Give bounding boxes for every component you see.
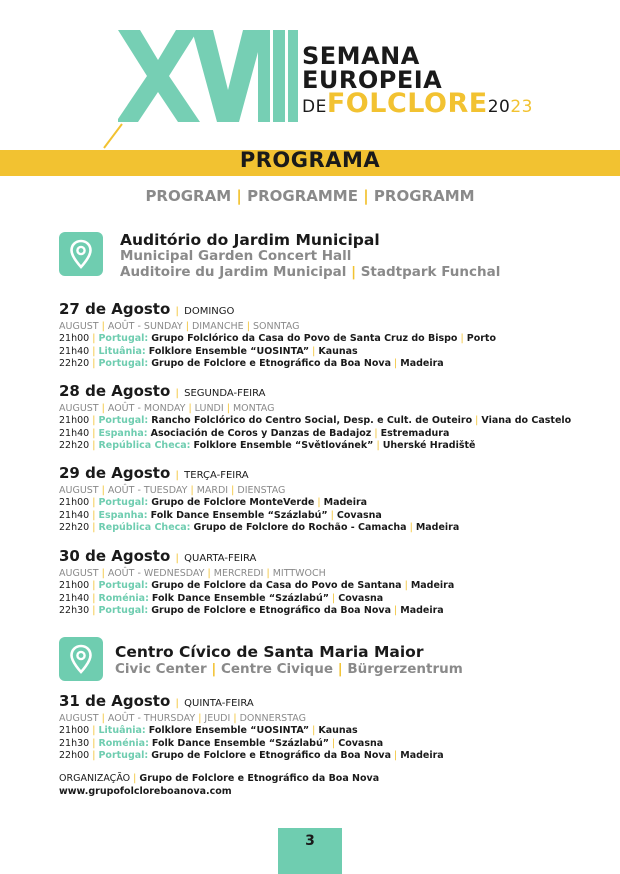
event-country: Lituânia: xyxy=(98,345,146,357)
event-place: Porto xyxy=(466,333,496,345)
title-year: 2023 xyxy=(487,97,533,117)
event-group: Grupo de Folclore e Etnográfico da Boa Nova xyxy=(151,750,391,762)
event-country: Portugal: xyxy=(98,333,149,345)
event-row: 22h30 | Portugal: Grupo de Folclore e Etnográfico da Boa Nova | Madeira xyxy=(59,605,444,617)
event-time: 21h00 xyxy=(59,497,90,509)
event-group: Grupo de Folclore e Etnográfico da Boa Nova xyxy=(151,605,391,617)
venue1-name: Auditório do Jardim Municipal xyxy=(120,231,380,249)
program-title: PROGRAMA xyxy=(239,148,381,172)
day-block xyxy=(59,692,444,763)
event-place: Madeira xyxy=(410,580,455,592)
event-group: Grupo de Folclore MonteVerde xyxy=(151,497,315,509)
event-country: Roménia: xyxy=(98,592,149,604)
event-group: Grupo de Folclore do Rochão - Camacha xyxy=(193,522,407,534)
program-subtitle: PROGRAM | PROGRAMME | PROGRAMM xyxy=(145,187,475,205)
venue1-location-pin-icon xyxy=(59,232,103,276)
event-place: Madeira xyxy=(400,358,444,370)
event-time: 21h40 xyxy=(59,592,90,604)
event-place: Uherské Hradiště xyxy=(382,440,476,452)
event-place: Madeira xyxy=(323,497,368,509)
event-group: Folklore Ensemble “UOSINTA” xyxy=(148,725,310,737)
event-group: Grupo de Folclore da Casa do Povo de Santana xyxy=(151,580,402,592)
event-time: 21h00 xyxy=(59,415,90,427)
event-time: 21h30 xyxy=(59,737,90,749)
event-time: 21h40 xyxy=(59,345,90,357)
day-block xyxy=(59,464,459,535)
title-line-europeia: EUROPEIA xyxy=(302,66,443,94)
event-country: Portugal: xyxy=(98,580,149,592)
event-row: 21h00 | Portugal: Grupo de Folclore da Casa do Povo de Santana | Madeira xyxy=(59,580,455,592)
event-country: Espanha: xyxy=(98,427,148,439)
xviii-logo xyxy=(118,30,298,122)
event-row: 21h40 | Espanha: Asociación de Coros y Danzas de Badajoz | Estremadura xyxy=(59,427,450,439)
event-row: 21h40 | Espanha: Folk Dance Ensemble “Százlabú” | Covasna xyxy=(59,509,382,521)
day-translations: AUGUST | AOÛT - WEDNESDAY | MERCREDI | MITTWOCH xyxy=(59,568,326,579)
event-time: 21h40 xyxy=(59,509,90,521)
event-place: Estremadura xyxy=(380,427,450,439)
event-country: República Checa: xyxy=(98,522,191,534)
event-country: Espanha: xyxy=(98,509,148,521)
event-group: Folk Dance Ensemble “Százlabú” xyxy=(151,737,329,749)
title-de: DE xyxy=(302,97,327,117)
event-place: Covasna xyxy=(336,509,382,521)
event-row: 22h20 | República Checa: Grupo de Folclore do Rochão - Camacha | Madeira xyxy=(59,522,460,534)
day-translations: AUGUST | AOÛT - MONDAY | LUNDI | MONTAG xyxy=(59,403,275,414)
event-time: 22h20 xyxy=(59,358,90,370)
venue2-location-pin-icon xyxy=(59,637,103,681)
page-number: 3 xyxy=(278,828,342,874)
event-row: 21h40 | Lituânia: Folklore Ensemble “UOSINTA” | Kaunas xyxy=(59,345,358,357)
event-country: Portugal: xyxy=(98,750,149,762)
event-place: Viana do Castelo xyxy=(481,415,572,427)
event-row: 21h40 | Roménia: Folk Dance Ensemble “Százlabú” | Covasna xyxy=(59,592,384,604)
day-date: 31 de Agosto | QUINTA-FEIRA xyxy=(59,692,254,710)
event-row: 21h00 | Portugal: Grupo de Folclore MonteVerde | Madeira xyxy=(59,497,368,509)
event-place: Madeira xyxy=(400,750,444,762)
event-group: Asociación de Coros y Danzas de Badajoz xyxy=(150,427,372,439)
event-row: 21h30 | Roménia: Folk Dance Ensemble “Százlabú” | Covasna xyxy=(59,737,384,749)
event-row: 21h00 | Portugal: Rancho Folclórico do Centro Social, Desp. e Cult. de Outeiro | Viana do Castelo xyxy=(59,415,572,427)
event-time: 22h30 xyxy=(59,605,90,617)
day-block xyxy=(59,547,454,618)
event-time: 22h20 xyxy=(59,522,90,534)
event-place: Madeira xyxy=(400,605,444,617)
event-row: 22h20 | Portugal: Grupo de Folclore e Etnográfico da Boa Nova | Madeira xyxy=(59,358,444,370)
day-block xyxy=(59,382,571,453)
organization: ORGANIZAÇÃO | Grupo de Folclore e Etnográfico da Boa Nova www.grupofolcloreboanova.com xyxy=(59,773,380,797)
event-group: Folklore Ensemble “Světlovánek” xyxy=(193,440,374,452)
day-date: 28 de Agosto | SEGUNDA-FEIRA xyxy=(59,382,266,400)
event-country: Portugal: xyxy=(98,497,149,509)
day-translations: AUGUST | AOÛT - TUESDAY | MARDI | DIENSTAG xyxy=(59,485,286,496)
event-time: 22h20 xyxy=(59,440,90,452)
event-row: 21h00 | Portugal: Grupo Folclórico da Casa do Povo de Santa Cruz do Bispo | Porto xyxy=(59,333,496,345)
event-group: Grupo Folclórico da Casa do Povo de Santa Cruz do Bispo xyxy=(151,333,458,345)
venue2-alt-names: Civic Center | Centre Civique | Bürgerzentrum xyxy=(115,661,463,677)
event-country: Lituânia: xyxy=(98,725,146,737)
title-line-semana: SEMANA xyxy=(302,42,420,70)
venue2-name: Centro Cívico de Santa Maria Maior xyxy=(115,643,424,661)
event-place: Kaunas xyxy=(318,725,358,737)
event-group: Folklore Ensemble “UOSINTA” xyxy=(148,345,310,357)
event-time: 22h00 xyxy=(59,750,90,762)
event-place: Kaunas xyxy=(318,345,358,357)
org-group: Grupo de Folclore e Etnográfico da Boa Nova xyxy=(139,773,380,784)
day-translations: AUGUST | AOÛT - THURSDAY | JEUDI | DONNERSTAG xyxy=(59,713,306,724)
org-label: ORGANIZAÇÃO xyxy=(59,773,131,784)
day-date: 30 de Agosto | QUARTA-FEIRA xyxy=(59,547,257,565)
event-row: 21h00 | Lituânia: Folklore Ensemble “UOSINTA” | Kaunas xyxy=(59,725,358,737)
event-place: Madeira xyxy=(415,522,460,534)
org-website[interactable]: www.grupofolcloreboanova.com xyxy=(59,786,232,797)
event-group: Rancho Folclórico do Centro Social, Desp. e Cult. de Outeiro xyxy=(151,415,473,427)
event-country: Portugal: xyxy=(98,358,149,370)
event-group: Grupo de Folclore e Etnográfico da Boa Nova xyxy=(151,358,391,370)
day-block xyxy=(59,300,496,371)
event-time: 21h00 xyxy=(59,333,90,345)
event-country: Portugal: xyxy=(98,415,149,427)
event-time: 21h40 xyxy=(59,427,90,439)
title-folclore: FOLCLORE xyxy=(326,88,488,119)
event-title xyxy=(302,44,533,119)
event-time: 21h00 xyxy=(59,725,90,737)
day-date: 29 de Agosto | TERÇA-FEIRA xyxy=(59,464,249,482)
event-row: 22h20 | República Checa: Folklore Ensemble “Světlovánek” | Uherské Hradiště xyxy=(59,440,476,452)
event-place: Covasna xyxy=(338,592,384,604)
day-date: 27 de Agosto | DOMINGO xyxy=(59,300,235,318)
venue1-alt-names: Municipal Garden Concert Hall Auditoire du Jardim Municipal | Stadtpark Funchal xyxy=(120,248,501,280)
day-translations: AUGUST | AOÛT - SUNDAY | DIMANCHE | SONNTAG xyxy=(59,321,300,332)
event-place: Covasna xyxy=(338,737,384,749)
event-group: Folk Dance Ensemble “Százlabú” xyxy=(150,509,328,521)
event-time: 21h00 xyxy=(59,580,90,592)
event-row: 22h00 | Portugal: Grupo de Folclore e Etnográfico da Boa Nova | Madeira xyxy=(59,750,444,762)
event-country: Portugal: xyxy=(98,605,149,617)
event-group: Folk Dance Ensemble “Százlabú” xyxy=(151,592,329,604)
event-country: Roménia: xyxy=(98,737,149,749)
event-country: República Checa: xyxy=(98,440,191,452)
